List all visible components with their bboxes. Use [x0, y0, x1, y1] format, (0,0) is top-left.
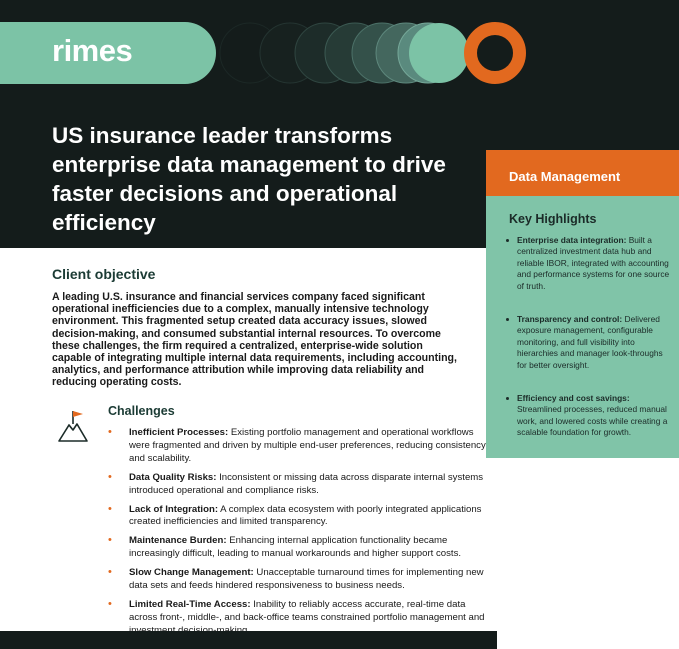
page-title: US insurance leader transforms enterprise data management to drive faster decisions and operational efficiency — [52, 123, 446, 235]
decorative-circles — [210, 22, 470, 84]
bullet-dot — [506, 318, 509, 321]
bullet-icon: • — [108, 502, 112, 515]
challenge-item: • Maintenance Burden: Enhancing internal application functionality became increasingly difficult, leading to manual workarounds and higher support costs. — [108, 534, 462, 560]
highlight-item: Efficiency and cost savings: Streamlined processes, reduced manual work, and lowered costs while creating a scalable foundation for growth. — [503, 393, 673, 439]
bullet-icon: • — [108, 534, 112, 547]
challenge-item: • Limited Real-Time Access: Inability to reliably access accurate, real-time data across front-, middle-, and back-office teams constrained portfolio management and — [108, 597, 485, 623]
challenges-list — [108, 427, 494, 644]
challenge-item: • Lack of Integration: A complex data ecosystem with poorly integrated applications created inefficiencies and limited transparency. — [108, 502, 482, 528]
highlights-list — [503, 235, 673, 461]
flag-mountain-icon — [56, 408, 90, 444]
rimes-logo: rimes — [52, 33, 133, 68]
highlight-item: Enterprise data integration: Built a centralized investment data hub and reliable IBOR, integrated with accounting and performance systems for one source of truth. — [503, 235, 673, 292]
client-objective-text: A leading U.S. insurance and financial services company faced significant operational inefficiencies due to a complex, manually intensive technology environment. This fragmented setup created data accuracy issues, slowed decision-making, and consumed substantial internal resources. To overcome these challenges, the firm required a centralized, enterprise-wide solution capable of integrating multiple internal data requirements, including accounting, analytics, and performance attribution while improving data reliability and reducing operating costs. — [52, 291, 457, 389]
bullet-icon: • — [108, 566, 112, 579]
bullet-icon: • — [108, 597, 112, 610]
challenge-item: • Data Quality Risks: Inconsistent or missing data across disparate internal systems introduced operational and compliance risks. — [108, 470, 484, 496]
bullet-dot — [506, 397, 509, 400]
challenges-heading: Challenges — [108, 404, 175, 418]
highlights-heading: Key Highlights — [509, 212, 597, 226]
client-objective-heading: Client objective — [52, 266, 156, 282]
footer-strip — [0, 631, 497, 649]
orange-ring-icon — [464, 22, 526, 84]
challenge-item: • Slow Change Management: Unacceptable turnaround times for implementing new data sets and feeds hindered responsiveness to business needs. — [108, 566, 484, 592]
challenge-item: • Inefficient Processes: Existing portfolio management and operational workflows were fragmented and driven by multiple end-user preferences, reducing consistency and scalability. — [108, 426, 486, 464]
bullet-icon: • — [108, 470, 112, 483]
bullet-dot — [506, 239, 509, 242]
bullet-icon: • — [108, 426, 112, 438]
highlight-item: Transparency and control: Delivered exposure management, configurable monitoring, and full visibility into hierarchies and manager look-throughs for better oversight. — [503, 314, 673, 371]
category-tag: Data Management — [486, 150, 679, 196]
